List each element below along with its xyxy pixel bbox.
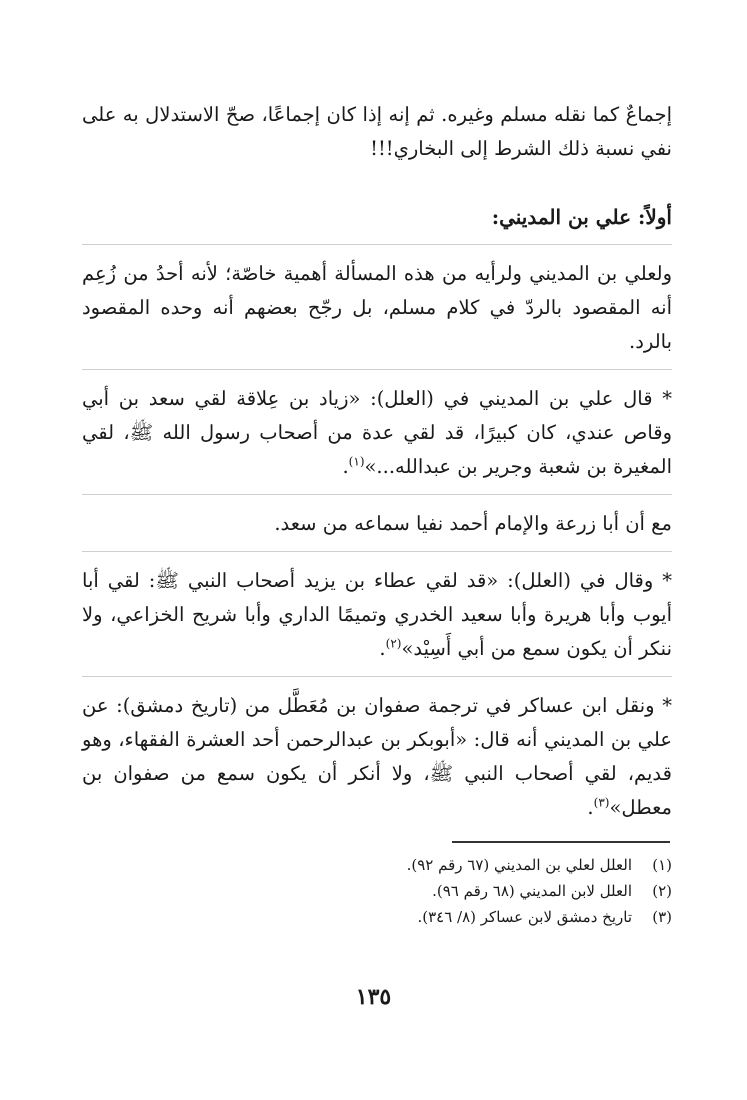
- footnote-item: [300, 904, 672, 930]
- footnote-separator: [452, 841, 670, 843]
- paragraph-2: ولعلي بن المديني ولرأيه من هذه المسألة أهمية خاصّة؛ لأنه أحدُ من زُعِم أنه المقصود بالردّ في كلام مسلم، بل رجّح بعضهم أنه وحده المقصود بالرد.: [82, 262, 672, 353]
- paragraph-6: [82, 689, 672, 825]
- paragraph-3-text: * قال علي بن المديني في (العلل): «زياد بن عِلاقة لقي سعد بن أبي وقاص عندي، كان كبيرًا، قد لقي عدة من أصحاب رسول الله ﷺ، لقي المغيرة بن شعبة وجرير بن عبدالله...»: [82, 387, 672, 478]
- paragraph-divider: [82, 494, 672, 495]
- footnote-text: تاريخ دمشق لابن عساكر (٨/ ٣٤٦).: [417, 908, 632, 926]
- footnote-text: العلل لابن المديني (٦٨ رقم ٩٦).: [432, 882, 632, 900]
- section-heading: أولاً: علي بن المديني:: [491, 205, 672, 229]
- paragraph-3-end: .: [342, 455, 349, 478]
- paragraph-divider: [82, 551, 672, 552]
- paragraph-divider: [82, 676, 672, 677]
- footnote-number: (٢): [652, 882, 672, 900]
- paragraph-5-end: .: [379, 637, 386, 660]
- paragraph-4: مع أن أبا زرعة والإمام أحمد نفيا سماعه من سعد.: [274, 512, 672, 535]
- paragraph-6-text: * ونقل ابن عساكر في ترجمة صفوان بن مُعَطَّل من (تاريخ دمشق): عن علي بن المديني أنه قال: «أبوبكر بن عبدالرحمن أحد العشرة الفقهاء، وهو قديم، لقي أصحاب النبي ﷺ، ولا أنكر أن يكون سمع من صفوان بن معطل»: [82, 694, 672, 819]
- footnote-ref-2: (٢): [385, 636, 402, 651]
- paragraph-1: إجماعٌ كما نقله مسلم وغيره. ثم إنه إذا كان إجماعًا، صحّ الاستدلال به على نفي نسبة ذلك الشرط إلى البخاري!!!: [82, 103, 672, 160]
- footnote-item: [300, 852, 672, 878]
- paragraph-divider: [82, 369, 672, 370]
- footnote-number: (١): [652, 856, 672, 874]
- footnote-number: (٣): [652, 908, 672, 926]
- footnote-text: العلل لعلي بن المديني (٦٧ رقم ٩٢).: [406, 856, 632, 874]
- paragraph-6-end: .: [587, 796, 594, 819]
- paragraph-3: [82, 382, 672, 484]
- heading-divider: [82, 244, 672, 245]
- footnotes: [300, 852, 672, 930]
- footnote-ref-1: (١): [348, 454, 365, 469]
- page-body: [82, 98, 672, 825]
- paragraph-5: [82, 564, 672, 666]
- paragraph-5-text: * وقال في (العلل): «قد لقي عطاء بن يزيد أصحاب النبي ﷺ: لقي أبا أيوب وأبا هريرة وأبا سعيد الخدري وتميمًا الداري وأبا شريح الخزاعي، ولا ننكر أن يكون سمع من أبي أَسِيْد»: [82, 569, 672, 660]
- footnote-ref-3: (٣): [593, 795, 610, 810]
- footnote-item: [300, 878, 672, 904]
- page-number: ١٣٥: [355, 984, 392, 1010]
